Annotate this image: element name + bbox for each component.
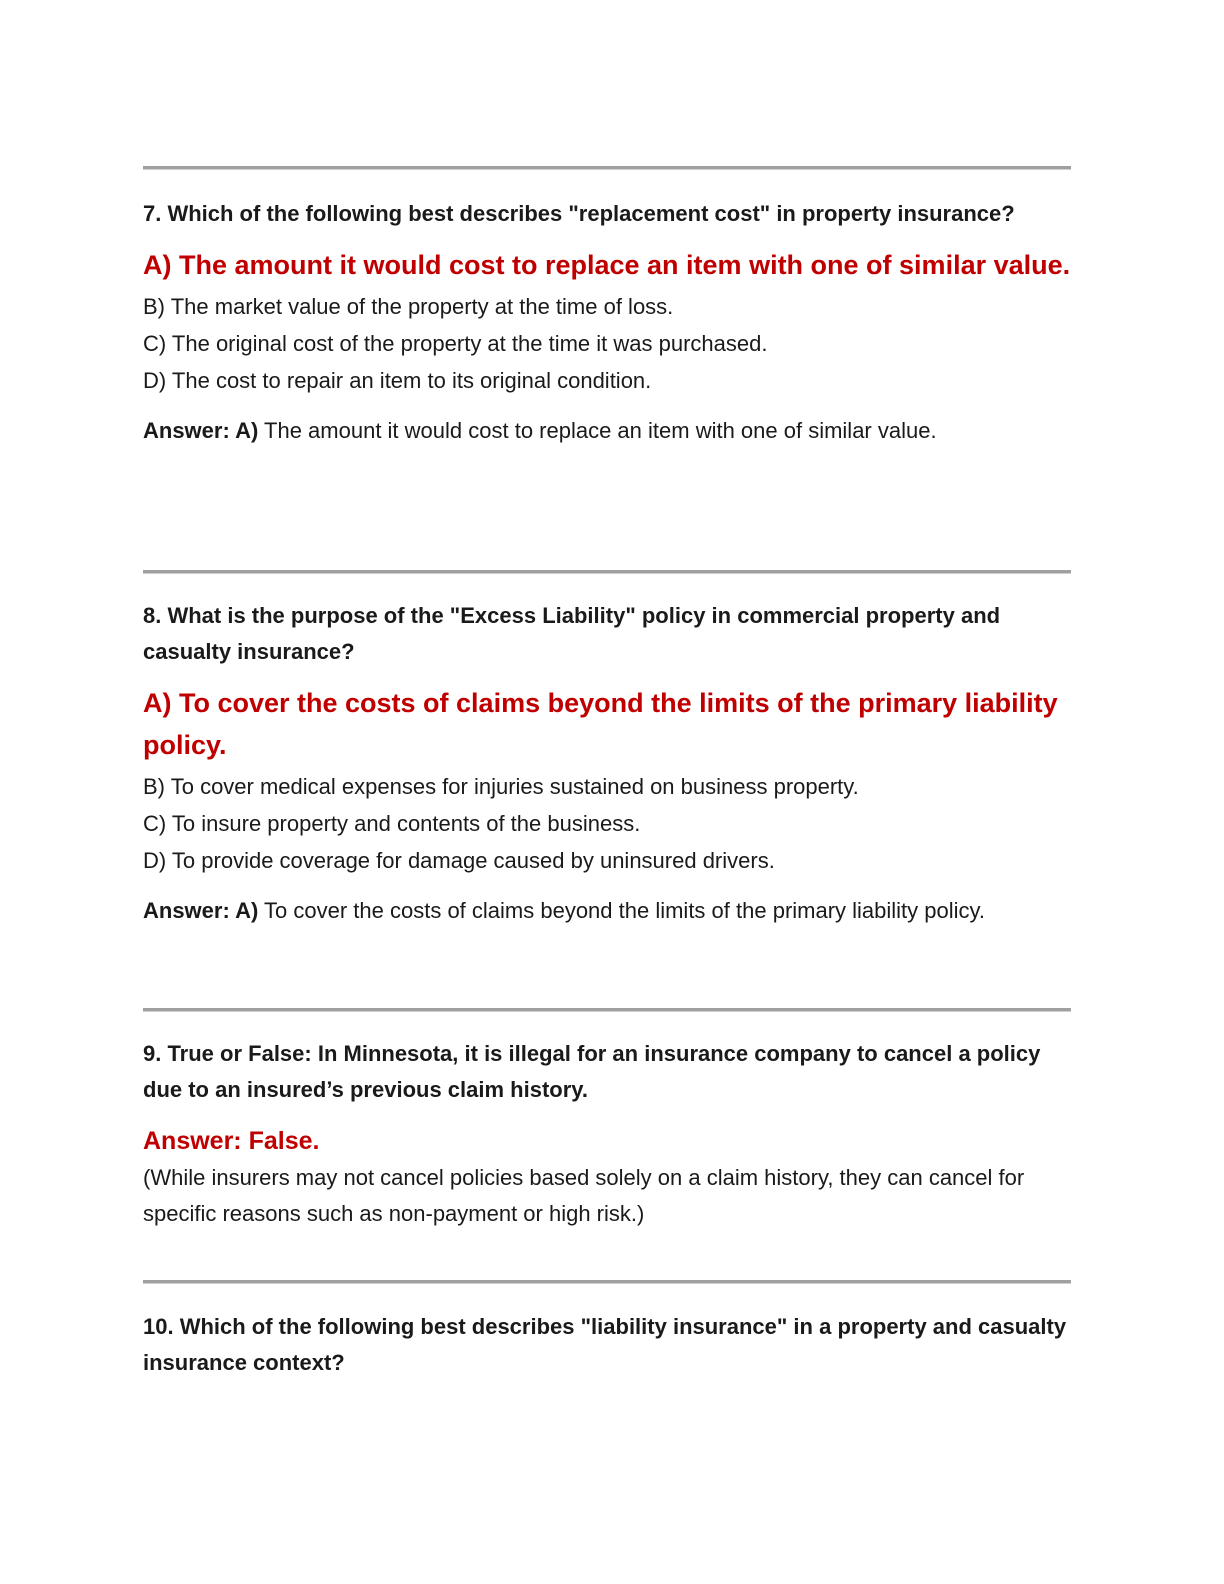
answer-text: To cover the costs of claims beyond the limits of the primary liability policy. bbox=[258, 898, 986, 923]
option-d: D) To provide coverage for damage caused by uninsured drivers. bbox=[143, 848, 775, 873]
question-text: 8. What is the purpose of the "Excess Liability" policy in commercial property and casualty insurance? bbox=[143, 603, 1001, 664]
option-d: D) The cost to repair an item to its original condition. bbox=[143, 368, 652, 393]
divider bbox=[143, 570, 1071, 574]
question-10 bbox=[143, 1309, 1071, 1381]
correct-option: A) To cover the costs of claims beyond the limits of the primary liability policy. bbox=[143, 688, 1058, 760]
answer-explanation: (While insurers may not cancel policies based solely on a claim history, they can cancel for specific reasons such as non-payment or high risk.) bbox=[143, 1165, 1025, 1226]
option-b: B) The market value of the property at the time of loss. bbox=[143, 294, 674, 319]
answer-label: Answer: A) bbox=[143, 418, 259, 443]
question-7 bbox=[143, 196, 1071, 449]
answer-text: The amount it would cost to replace an item with one of similar value. bbox=[258, 418, 937, 443]
option-c: C) To insure property and contents of the business. bbox=[143, 811, 641, 836]
options-list bbox=[143, 288, 1071, 399]
true-false-answer: Answer: False. bbox=[143, 1127, 320, 1155]
correct-option: A) The amount it would cost to replace an item with one of similar value. bbox=[143, 250, 1071, 280]
answer-line bbox=[143, 893, 1071, 929]
options-list bbox=[143, 768, 1071, 879]
question-9 bbox=[143, 1036, 1071, 1232]
question-text: 9. True or False: In Minnesota, it is illegal for an insurance company to cancel a policy due to an insured’s previous claim history. bbox=[143, 1041, 1041, 1102]
divider bbox=[143, 166, 1071, 170]
divider bbox=[143, 1280, 1071, 1284]
question-8 bbox=[143, 598, 1071, 929]
question-text: 7. Which of the following best describes "replacement cost" in property insurance? bbox=[143, 201, 1015, 226]
answer-label: Answer: A) bbox=[143, 898, 259, 923]
question-text: 10. Which of the following best describes "liability insurance" in a property and casualty insurance context? bbox=[143, 1314, 1067, 1375]
answer-line bbox=[143, 413, 1071, 449]
option-c: C) The original cost of the property at the time it was purchased. bbox=[143, 331, 768, 356]
divider bbox=[143, 1008, 1071, 1012]
option-b: B) To cover medical expenses for injuries sustained on business property. bbox=[143, 774, 859, 799]
